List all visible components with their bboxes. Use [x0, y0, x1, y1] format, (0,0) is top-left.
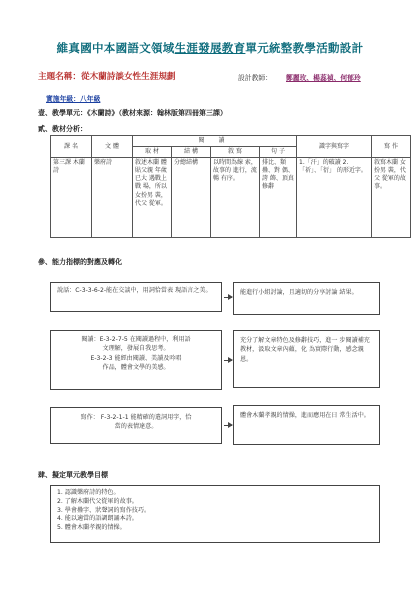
section-unit-heading: 壹、教學單元：《木蘭詩》（教材來源：翰林版第四冊第三課）: [38, 109, 227, 117]
cell-selection: 敘述木蘭 體貼父親 年歲已大 遇戰上戰 場，所以 女扮男 裝，代父 從軍。: [133, 158, 172, 238]
header-reading: 閱 讀: [133, 136, 297, 147]
cell-genre: 樂府詩: [92, 158, 133, 238]
cell-lesson: 第三課 木蘭詩: [51, 158, 92, 238]
header-lesson: 課 名: [51, 136, 92, 158]
goal-item: 4. 能以適當的語調朗誦本詩。: [57, 515, 138, 523]
header-vocab: 識字與寫字: [297, 136, 372, 158]
section-indicators-heading: 參、能力指標的對應及轉化: [38, 258, 122, 266]
grade-label: 實施年級：八年級: [46, 95, 101, 103]
reading-line-1: 閱讀：E-3-2-7-5 在閱讀過程中，利用語: [81, 336, 191, 343]
arrow-right-icon: [224, 360, 232, 361]
arrow-right-icon: [224, 425, 232, 426]
arrow-right-icon: [224, 297, 232, 298]
header-structure: 結 構: [172, 147, 211, 158]
cell-vocab: 1.「汗」的破讀 2.「祈」、「衍」 的形近字。: [297, 158, 372, 238]
reading-line-2: 文理解，發展自我思考。: [102, 345, 170, 353]
cell-structure: 分總結構: [172, 158, 211, 238]
section-analysis-heading: 貳、教材分析：: [38, 125, 87, 133]
header-sentence: 句 子: [260, 147, 297, 158]
speaking-indicator-box: 說話：C-3-3-6-2-能在交談中，用詞恰當表 現語言之美。: [50, 282, 222, 312]
cell-sentence: 排比、類 疊、對 偶、誇 飾、頂真 修辭: [260, 158, 297, 238]
title-part-a: 維真國中本國語文領域: [56, 41, 175, 55]
reading-transform-box: 充分了解文章特色及修辭技巧，進一 步閱讀補充教材，汲取文章內蘊，化 為實際行動，感念親恩。: [233, 330, 380, 388]
writing-indicator-box: [50, 407, 222, 444]
page-title: [0, 40, 420, 56]
goal-item: 3. 學會疊字、狀聲詞的寫作技巧。: [57, 506, 151, 514]
goal-item: 5. 體會木蘭孝親的情操。: [57, 524, 126, 532]
speaking-transform-box: 能進行小組討論，且適切的分享討論 結果。: [233, 282, 380, 315]
title-part-underlined: 生涯發展教育: [174, 41, 246, 55]
writing-transform-box: 體會木蘭孝親的情操，進而應用在日 常生活中。: [233, 405, 380, 445]
designer-names: 鄭麗玫、楊蕊禎、何郁玲: [286, 74, 361, 82]
material-analysis-table: [50, 135, 411, 238]
title-part-b: 單元統整教學活動設計: [245, 41, 364, 55]
designer-label: 設計教師：: [238, 74, 272, 82]
writing-line-1: 寫作： F-3-2-1-1 能精確的遣詞用字，恰: [80, 414, 192, 421]
reading-indicator-box: [50, 330, 222, 390]
reading-line-3: E-3-2-3 能經由閱讀、美讀及吟唱: [90, 354, 182, 362]
header-narration: 敘 寫: [211, 147, 260, 158]
header-writing: 寫 作: [372, 136, 411, 158]
section-goals-heading: 肆、擬定單元教學目標: [38, 471, 108, 479]
goal-item: 1. 認識樂府詩的特色。: [57, 489, 120, 496]
header-genre: 文 體: [92, 136, 133, 158]
writing-line-2: 當的表情達意。: [114, 423, 158, 431]
reading-line-4: 作品，體會文學的美感。: [102, 364, 170, 372]
header-selection: 取 材: [133, 147, 172, 158]
cell-narration: 以時間為線 索，故事的 進行，流暢 有序。: [211, 158, 260, 238]
cell-writing: 敘寫木蘭 女扮男 裝，代父 從軍的故 事。: [372, 158, 411, 238]
unit-title: 主題名稱：從木蘭詩談女性生涯規劃: [38, 72, 176, 82]
goal-item: 2. 了解木蘭代父從軍的故事。: [57, 497, 138, 505]
teaching-goals-box: [50, 485, 380, 543]
